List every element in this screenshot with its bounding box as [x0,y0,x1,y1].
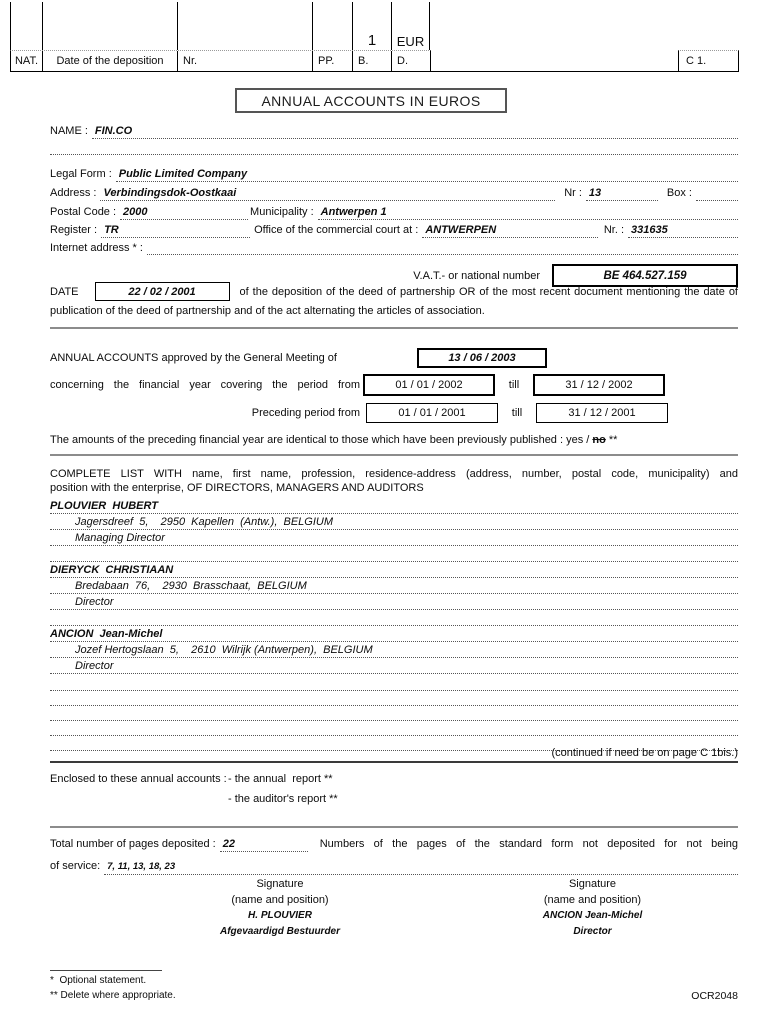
nr-label: Nr : [564,187,582,199]
upper-cell-pp [313,2,353,50]
vat-label: V.A.T.- or national number [413,269,540,282]
header-table-strip [10,50,431,72]
date-label: DATE [50,285,79,298]
legal-form-value: Public Limited Company [118,168,248,180]
approved-row [50,348,738,368]
header-table-upper-row [10,2,739,50]
signature-subtitle: (name and position) [543,894,642,906]
signatory-position: Afgevaardigd Bestuurder [219,926,341,937]
not-deposited-text: Numbers of the pages of the standard form not deposited for not being [319,838,738,850]
legal-form-row [50,167,738,182]
header-baseline [431,50,678,72]
register-row [50,223,738,238]
signatory-position: Director [573,926,612,937]
preceding-period-row [50,403,738,423]
section-divider [50,761,738,763]
address-label: Address : [50,187,97,199]
total-pages-row [50,837,738,852]
court-nr-value: 331635 [631,224,668,236]
of-service-value: 7, 11, 13, 18, 23 [107,861,176,872]
total-pages-label: Total number of pages deposited : [50,838,216,850]
deed-text-line1: of the deposition of the deed of partnership OR of the most recent document mentioning the date of [239,285,738,298]
address-value: Verbindingsdok-Oostkaai [103,187,237,199]
approved-date-box: 13 / 06 / 2003 [417,348,547,368]
upper-cell-nat [11,2,43,50]
header-table-label-row [10,50,739,72]
col-pp: PP. [313,51,353,71]
court-fill [422,223,598,238]
dotted-line [50,611,738,626]
col-d: D. [397,55,408,67]
signatory-name: H. PLOUVIER [248,910,312,921]
deed-date-box: 22 / 02 / 2001 [95,282,230,301]
col-nr: Nr. [178,51,313,71]
till-label: till [508,379,520,391]
director-address: Jozef Hertogslaan 5, 2610 Wilrijk (Antwerpen), BELGIUM [50,643,738,658]
signatory-name: ANCION Jean-Michel [542,910,643,921]
director-position: Director [50,659,738,674]
till-label-2: till [511,407,523,419]
internet-fill [147,241,738,255]
form-code: OCR2048 [691,990,738,1002]
postal-row [50,205,738,220]
nr-fill [586,186,658,201]
signature-block-right [455,876,730,940]
dotted-line [50,721,738,736]
legal-form-fill [116,167,738,182]
director-name: PLOUVIER HUBERT [50,499,738,514]
signature-subtitle: (name and position) [231,894,329,906]
footnote-optional: * Optional statement. [50,975,147,986]
municipality-label: Municipality : [250,206,314,218]
of-service-row [50,859,738,875]
deed-date-row [50,282,738,301]
register-fill [101,223,250,238]
dotted-line [50,706,738,721]
box-fill [696,186,738,201]
dotted-line [50,141,738,155]
director-address: Bredabaan 76, 2930 Brasschaat, BELGIUM [50,579,738,594]
currency-code: EUR [392,2,430,50]
name-fill [92,124,738,139]
identical-no-struck: no [592,434,606,446]
court-nr-fill [628,223,738,238]
enclosed-row1 [50,772,738,786]
directors-heading-line1: COMPLETE LIST WITH name, first name, profession, residence-address (address, number, postal code, municipality) and [50,468,738,480]
internet-address-label: Internet address * : [50,242,143,254]
signature-block-left [130,876,430,940]
enclosed-item-annual-report: - the annual report ** [228,773,333,785]
municipality-value: Antwerpen 1 [320,206,387,218]
address-row [50,186,738,201]
concerning-label: concerning the financial year covering the period from [50,379,360,391]
director-position: Managing Director [50,531,738,546]
court-label: Office of the commercial court at : [254,224,419,236]
register-value: TR [104,224,119,236]
book-number-value: 1 [353,2,392,50]
period-from-box: 01 / 01 / 2002 [363,374,495,396]
postal-code-label: Postal Code : [50,206,117,218]
col-b: B. [353,51,392,71]
upper-cell-nr [178,2,313,50]
company-name: FIN.CO [94,125,133,137]
of-service-fill [104,859,738,875]
preceding-till-box: 31 / 12 / 2001 [536,403,668,423]
enclosed-label: Enclosed to these annual accounts : [50,773,227,785]
court-value: ANTWERPEN [425,224,497,236]
enclosed-spacer [50,792,228,806]
preceding-from-box: 01 / 01 / 2001 [366,403,498,423]
header-table [10,2,739,72]
deed-text-line2: publication of the deed of partnership and of the act alternating the articles of association. [50,305,485,317]
director-position: Director [50,595,738,610]
signature-title: Signature [568,878,617,890]
enclosed-row2 [50,792,738,806]
dotted-line [50,676,738,691]
identical-amounts-row [50,434,738,446]
total-pages-value: 22 [222,838,235,850]
identical-text: The amounts of the preceding financial year are identical to those which have been previously published : yes / [50,434,593,446]
preceding-label: Preceding period from [251,407,360,419]
total-pages-fill [220,837,308,852]
internet-row [50,241,738,255]
enclosed-item-auditors-report: - the auditor's report ** [228,793,338,805]
col-date-of-deposition: Date of the deposition [43,51,178,71]
director-name: ANCION Jean-Michel [50,627,738,642]
dotted-line [50,691,738,706]
footnote-delete: ** Delete where appropriate. [50,990,176,1001]
period-till-box: 31 / 12 / 2002 [533,374,665,396]
director-name: DIERYCK CHRISTIAAN [50,563,738,578]
nr-value: 13 [588,187,602,199]
form-title: ANNUAL ACCOUNTS IN EUROS [235,88,507,113]
page-code-box: C 1. [678,50,739,72]
legal-form-label: Legal Form : [50,168,112,180]
box-label: Box : [666,187,692,199]
dotted-line [50,547,738,562]
director-address: Jagersdreef 5, 2950 Kapellen (Antw.), BELGIUM [50,515,738,530]
financial-year-row [50,374,738,396]
section-divider [50,454,738,456]
section-divider [50,826,738,828]
continued-note: (continued if need be on page C 1bis.) [551,747,738,759]
col-nat: NAT. [11,51,43,71]
section-divider [50,327,738,329]
name-row [50,124,738,139]
footnote-rule [50,970,162,971]
register-label: Register : [50,224,98,236]
approved-label: ANNUAL ACCOUNTS approved by the General Meeting of [50,352,337,364]
postal-code-value: 2000 [123,206,148,218]
vat-number-box: BE 464.527.159 [552,264,738,287]
municipality-fill [318,205,738,220]
court-nr-label: Nr. : [603,224,624,236]
directors-heading-line2: position with the enterprise, OF DIRECTORS, MANAGERS AND AUDITORS [50,482,424,494]
upper-cell-date [43,2,178,50]
signature-title: Signature [256,878,304,890]
name-label: NAME : [50,125,88,137]
address-fill [100,186,555,201]
identical-suffix: ** [605,434,618,446]
postal-fill [120,205,248,220]
of-service-label: of service: [50,860,101,872]
